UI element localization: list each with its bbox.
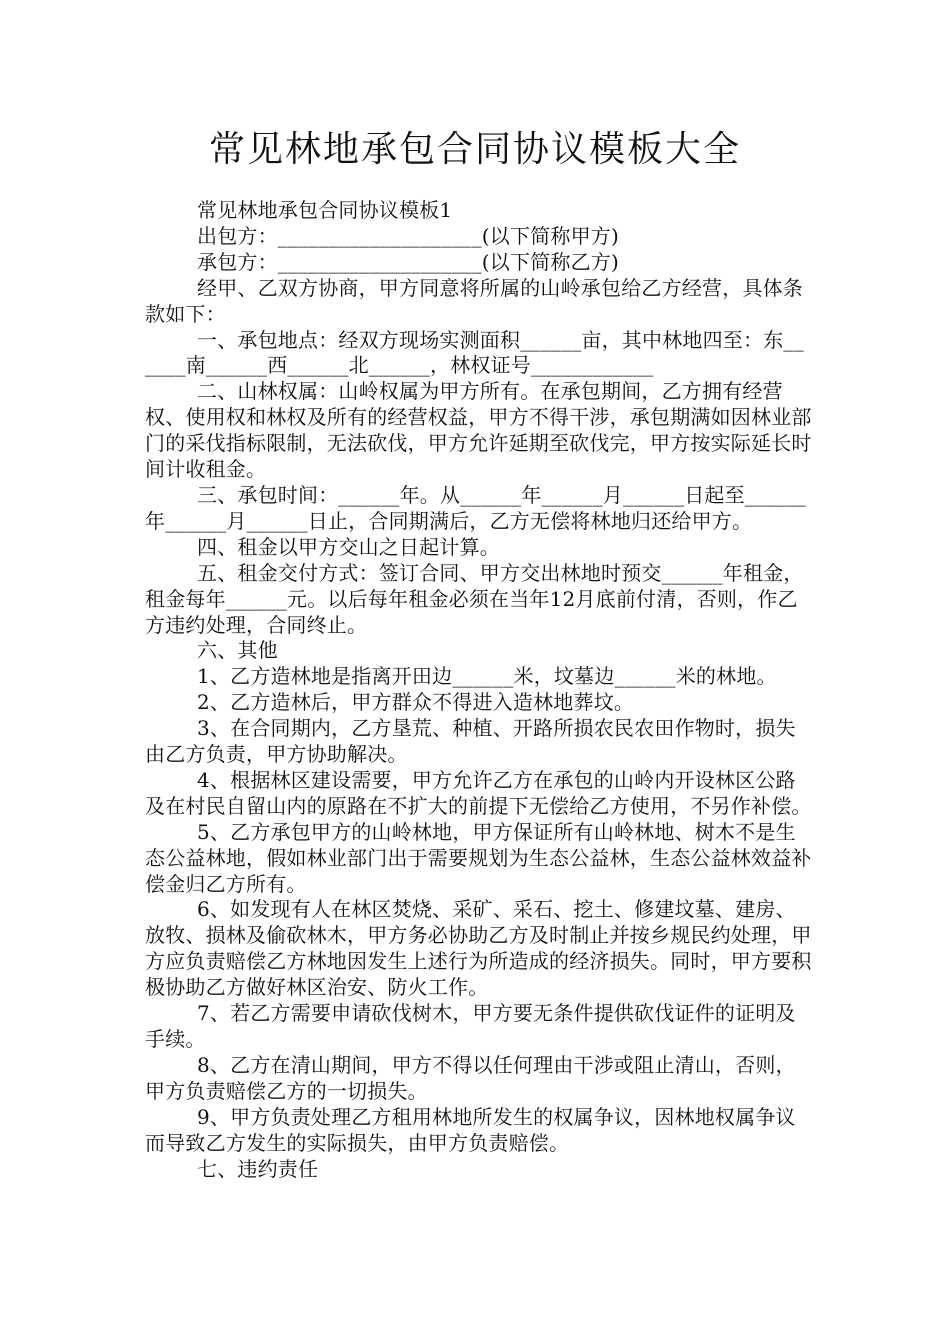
party-b-line: 承包方：____________________(以下简称乙方) bbox=[197, 249, 620, 274]
document-title: 常见林地承包合同协议模板大全 bbox=[208, 129, 741, 170]
other-item-7: 7、若乙方需要申请砍伐树木，甲方要无条件提供砍伐证件的证明及手续。 bbox=[145, 1001, 796, 1051]
clause-term: 三、承包时间：______年。从______年______月______日起至______年______月______日止，合同期满后，乙方无偿将林地归还给甲方。 bbox=[145, 482, 806, 533]
other-item-2: 2、乙方造林后，甲方群众不得进入造林地葬坟。 bbox=[197, 690, 635, 715]
other-item-6: 6、如发现有人在林区焚烧、采矿、采石、挖土、修建坟墓、建房、放牧、损林及偷砍林木，甲方务必协助乙方及时制止并按乡规民约处理，甲方应负责赔偿乙方林地因发生上述行为所造成的经济损失。同时，甲方要积极协助乙方做好林区治安、防火工作。 bbox=[145, 897, 812, 1000]
other-item-4: 4、根据林区建设需要，甲方允许乙方在承包的山岭内开设林区公路及在村民自留山内的原路在不扩大的前提下无偿给乙方使用，不另作补偿。 bbox=[145, 767, 812, 818]
party-a-line: 出包方：____________________(以下简称甲方) bbox=[197, 223, 620, 248]
other-item-5: 5、乙方承包甲方的山岭林地，甲方保证所有山岭林地、树木不是生态公益林地，假如林业部门出于需要规划为生态公益林，生态公益林效益补偿金归乙方所有。 bbox=[145, 819, 812, 896]
other-item-9: 9、甲方负责处理乙方租用林地所发生的权属争议，因林地权属争议而导致乙方发生的实际损失，由甲方负责赔偿。 bbox=[145, 1104, 796, 1155]
clause-location: 一、承包地点：经双方现场实测面积______亩，其中林地四至：东______南______西______北______，林权证号____________ bbox=[145, 327, 804, 378]
clause-payment: 五、租金交付方式：签订合同、甲方交出林地时预交______年租金，租金每年______元。以后每年租金必须在当年12月底前付清，否则，作乙方违约处理，合同终止。 bbox=[145, 560, 804, 637]
preamble-paragraph: 经甲、乙双方协商，甲方同意将所属的山岭承包给乙方经营，具体条款如下： bbox=[145, 275, 803, 326]
document-body bbox=[145, 198, 813, 1182]
clause-ownership: 二、山林权属：山岭权属为甲方所有。在承包期间，乙方拥有经营权、使用权和林权及所有的经营权益，甲方不得干涉，承包期满如因林业部门的采伐指标限制，无法砍伐，甲方允许延期至砍伐完，甲方按实际延长时间计收租金。 bbox=[145, 379, 812, 482]
other-item-8: 8、乙方在清山期间，甲方不得以任何理由干涉或阻止清山，否则，甲方负责赔偿乙方的一切损失。 bbox=[145, 1052, 796, 1103]
other-item-3: 3、在合同期内，乙方垦荒、种植、开路所损农民农田作物时，损失由乙方负责，甲方协助解决。 bbox=[145, 716, 796, 767]
clause-other-heading: 六、其他 bbox=[197, 638, 278, 663]
clause-rent-start: 四、租金以甲方交山之日起计算。 bbox=[197, 534, 500, 559]
section-heading: 常见林地承包合同协议模板1 bbox=[197, 198, 453, 222]
other-item-1: 1、乙方造林地是指离开田边______米，坟墓边______米的林地。 bbox=[197, 664, 777, 689]
clause-liability-heading: 七、违约责任 bbox=[197, 1156, 319, 1181]
